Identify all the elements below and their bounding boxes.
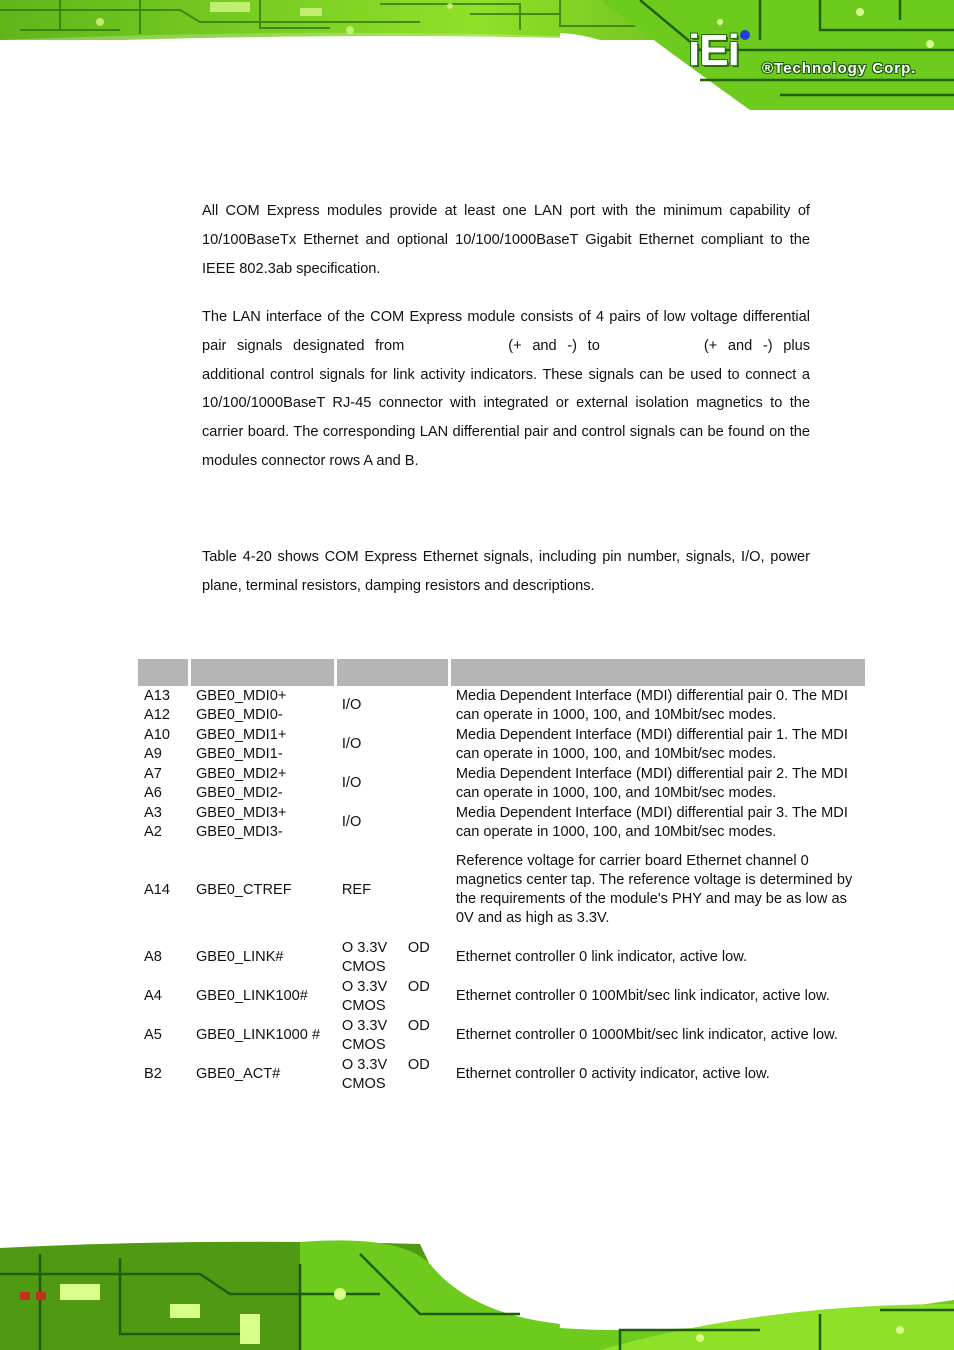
header-cell-pin <box>138 659 190 686</box>
header-cell-io <box>336 659 450 686</box>
signal-name: GBE0_MDI1- <box>195 745 283 762</box>
lan-text-part-b: (+ and -) to <box>508 337 600 354</box>
io-extra: OD <box>407 939 430 956</box>
pin-number: A4 <box>144 988 162 1004</box>
pin-number: B2 <box>144 1066 162 1082</box>
company-logo <box>688 26 948 82</box>
io-extra: OD <box>407 1017 430 1034</box>
pin-cell <box>138 842 190 938</box>
table-row <box>138 725 865 764</box>
signal-name: GBE0_LINK100# <box>195 988 308 1004</box>
io-extra: OD <box>407 1056 430 1073</box>
pin-cell <box>138 764 190 803</box>
signal-name: GBE0_ACT# <box>195 1066 281 1082</box>
pin-number: A6 <box>144 784 162 801</box>
description-text: Media Dependent Interface (MDI) differential pair 0. The MDI can operate in 1000, 100, and 10Mbit/sec modes. <box>455 687 848 723</box>
intro-paragraph: All COM Express modules provide at least one LAN port with the minimum capability of 10/100BaseTx Ethernet and optional 10/100/1000BaseT Gigabit Ethernet compliant to the IEEE 802.3ab specification. <box>202 203 810 277</box>
signal-name: GBE0_MDI0- <box>195 706 283 723</box>
description-cell <box>450 803 865 842</box>
logo-dot-icon <box>740 30 750 40</box>
description-text: Media Dependent Interface (MDI) differential pair 3. The MDI can operate in 1000, 100, and 10Mbit/sec modes. <box>455 804 848 840</box>
io-type: I/O <box>341 814 362 830</box>
footer-circuit-graphic <box>0 1234 954 1350</box>
lan-interface-paragraph <box>202 303 810 476</box>
table-row <box>138 1016 865 1055</box>
description-cell <box>450 842 865 938</box>
pin-number: A3 <box>144 804 162 821</box>
signal-cell <box>190 842 336 938</box>
io-type: O 3.3V CMOS <box>341 978 388 1014</box>
io-type: REF <box>341 881 372 898</box>
header-cell-description <box>450 659 865 686</box>
pin-number: A10 <box>144 726 170 743</box>
pin-number: A12 <box>144 706 170 723</box>
table-row <box>138 803 865 842</box>
table-row <box>138 764 865 803</box>
table-row <box>138 842 865 938</box>
description-cell <box>450 977 865 1016</box>
io-cell <box>336 977 450 1016</box>
signal-cell <box>190 1016 336 1055</box>
signal-cell <box>190 1055 336 1094</box>
io-type: I/O <box>341 736 362 752</box>
header-cell-signal <box>190 659 336 686</box>
io-cell <box>336 938 450 977</box>
table-intro-paragraph: Table 4-20 shows COM Express Ethernet signals, including pin number, signals, I/O, power plane, terminal resistors, damping resistors and descriptions. <box>202 549 810 594</box>
pin-number: A7 <box>144 765 162 782</box>
description-cell <box>450 764 865 803</box>
signal-cell <box>190 977 336 1016</box>
io-type: O 3.3V CMOS <box>341 1056 388 1092</box>
lan-text-part-a: The LAN interface of the COM Express module consists of 4 pairs of low voltage differential pair signals designated from <box>202 309 810 354</box>
description-text: Ethernet controller 0 activity indicator, active low. <box>455 1066 770 1082</box>
signal-cell <box>190 686 336 725</box>
io-type: O 3.3V CMOS <box>341 939 388 975</box>
pin-number: A2 <box>144 823 162 840</box>
pin-cell <box>138 686 190 725</box>
description-cell <box>450 1055 865 1094</box>
signal-name: GBE0_MDI3- <box>195 823 283 840</box>
description-cell <box>450 938 865 977</box>
signal-cell <box>190 803 336 842</box>
logo-company-name: ®Technology Corp. <box>762 60 917 77</box>
table-row <box>138 686 865 725</box>
signal-cell <box>190 764 336 803</box>
signal-name: GBE0_LINK# <box>195 949 284 965</box>
pin-number: A8 <box>144 949 162 965</box>
pin-cell <box>138 977 190 1016</box>
io-cell <box>336 803 450 842</box>
description-text: Ethernet controller 0 1000Mbit/sec link indicator, active low. <box>455 1027 838 1043</box>
io-cell <box>336 686 450 725</box>
description-text: Media Dependent Interface (MDI) differential pair 1. The MDI can operate in 1000, 100, and 10Mbit/sec modes. <box>455 726 848 762</box>
table-row <box>138 938 865 977</box>
io-cell <box>336 842 450 938</box>
signal-cell <box>190 725 336 764</box>
signal-name: GBE0_MDI0+ <box>195 687 287 704</box>
pin-cell <box>138 938 190 977</box>
table-body <box>138 686 865 1094</box>
signal-name: GBE0_MDI3+ <box>195 804 287 821</box>
pin-number: A9 <box>144 745 162 762</box>
io-extra: OD <box>407 978 430 995</box>
signal-name: GBE0_CTREF <box>195 881 292 898</box>
logo-mark: iEi <box>688 26 739 75</box>
description-text: Reference voltage for carrier board Ethernet channel 0 magnetics center tap. The reference voltage is determined by the requirements of the module's PHY and may be as low as 0V and as high as 3.3V. <box>455 853 853 926</box>
io-cell <box>336 1016 450 1055</box>
table-row <box>138 977 865 1016</box>
pin-cell <box>138 803 190 842</box>
io-type: I/O <box>341 697 362 713</box>
lan-text-part-c: (+ and -) plus additional control signals for link activity indicators. These signals can be used to connect a 10/100/1000BaseT RJ-45 connector with integrated or external isolation magnetics to the carrier board. The corresponding LAN differential pair and control signals can be found on the modules connector rows A and B. <box>202 337 810 469</box>
description-text: Ethernet controller 0 100Mbit/sec link indicator, active low. <box>455 988 830 1004</box>
description-cell <box>450 686 865 725</box>
signal-name: GBE0_LINK1000 # <box>195 1027 321 1043</box>
pin-number: A14 <box>144 881 170 898</box>
pin-cell <box>138 725 190 764</box>
io-type: I/O <box>341 775 362 791</box>
page-footer-banner <box>0 1234 954 1350</box>
pin-cell <box>138 1016 190 1055</box>
io-type: O 3.3V CMOS <box>341 1017 388 1053</box>
description-cell <box>450 1016 865 1055</box>
signal-name: GBE0_MDI1+ <box>195 726 287 743</box>
description-cell <box>450 725 865 764</box>
io-cell <box>336 764 450 803</box>
io-cell <box>336 1055 450 1094</box>
pin-number: A13 <box>144 687 170 704</box>
description-text: Media Dependent Interface (MDI) differential pair 2. The MDI can operate in 1000, 100, and 10Mbit/sec modes. <box>455 765 848 801</box>
table-header-row <box>138 659 865 686</box>
pin-cell <box>138 1055 190 1094</box>
io-cell <box>336 725 450 764</box>
ethernet-signals-table <box>138 659 865 1094</box>
signal-name: GBE0_MDI2+ <box>195 765 287 782</box>
pin-number: A5 <box>144 1027 162 1043</box>
signal-cell <box>190 938 336 977</box>
signal-name: GBE0_MDI2- <box>195 784 283 801</box>
description-text: Ethernet controller 0 link indicator, active low. <box>455 949 748 965</box>
page-header-banner <box>0 0 954 120</box>
table-row <box>138 1055 865 1094</box>
